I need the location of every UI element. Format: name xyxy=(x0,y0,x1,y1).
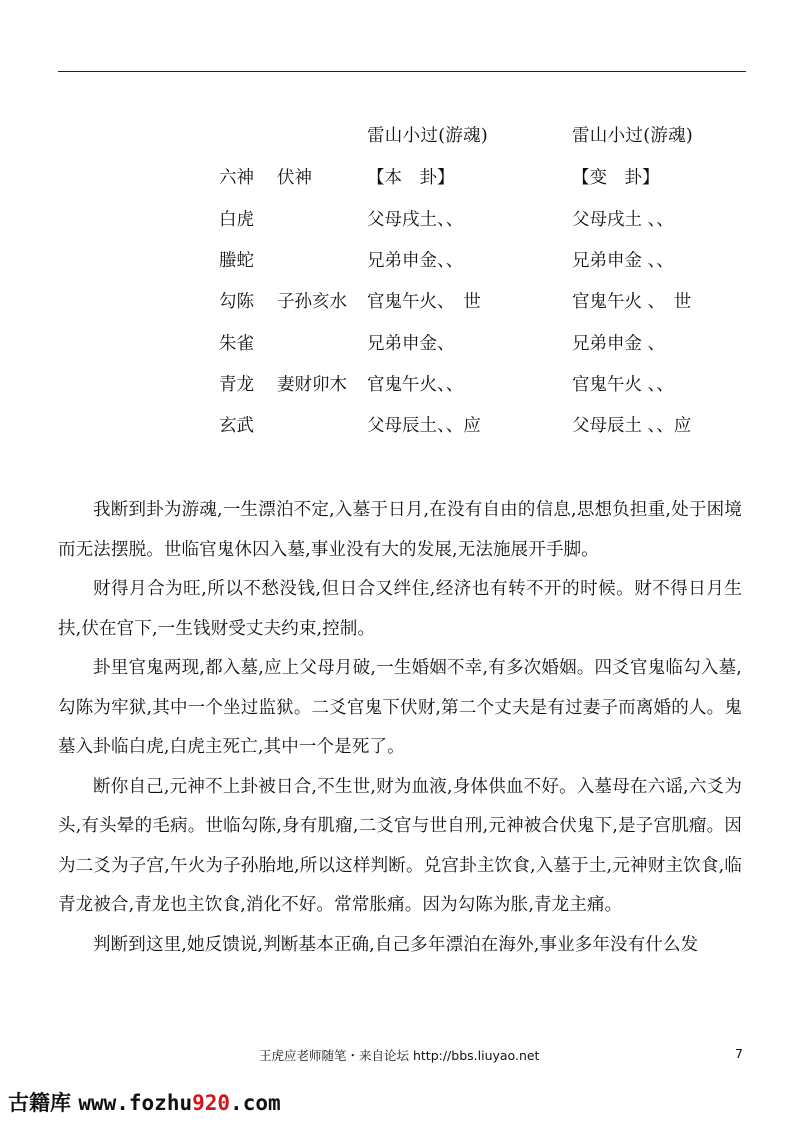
ben-gua-cell: 兄弟申金、 xyxy=(367,334,455,354)
paragraph: 财得月合为旺,所以不愁没钱,但日合又绊住,经济也有转不开的时候。财不得日月生扶,伏在官下,一生钱财受丈夫约束,控制。 xyxy=(58,579,742,639)
bian-gua-cell: 官鬼午火 、 世 xyxy=(572,292,692,312)
bian-gua-cell: 官鬼午火 、、 xyxy=(572,375,674,395)
table-row xyxy=(0,371,793,399)
liushen-cell: 青龙 xyxy=(219,375,254,395)
table-row xyxy=(0,330,793,358)
ben-gua-cell: 父母辰土、、应 xyxy=(367,416,481,436)
ben-gua-cell: 兄弟申金、、 xyxy=(367,251,464,271)
page-footer: 王虎应老师随笔・来自论坛 http://bbs.liuyao.net xyxy=(259,1048,540,1063)
bian-gua-cell: 兄弟申金 、、 xyxy=(572,251,674,271)
site-watermark xyxy=(8,1087,281,1117)
watermark-site-name: 古籍库 xyxy=(8,1091,71,1115)
bian-gua-header: 【变 卦】 xyxy=(572,168,660,188)
watermark-domain-suffix: .com xyxy=(230,1091,281,1115)
paragraph: 判断到这里,她反馈说,判断基本正确,自己多年漂泊在海外,事业多年没有什么发 xyxy=(93,934,699,955)
ben-gua-cell: 父母戌土、、 xyxy=(367,210,464,230)
watermark-domain-prefix: www.fozhu xyxy=(78,1091,193,1115)
paragraph: 断你自己,元神不上卦被日合,不生世,财为血液,身体供血不好。入墓母在六谣,六爻为头,有头晕的毛病。世临勾陈,身有肌瘤,二爻官与世自刑,元神被合伏鬼下,是子宫肌瘤。因为二爻为子宫,午火为子孙胎地,所以这样判断。兑宫卦主饮食,入墓于土,元神财主饮食,临青龙被合,青龙也主饮食,消化不好。常常胀痛。因为勾陈为胀,青龙主痛。 xyxy=(58,776,742,915)
liushen-header: 六神 xyxy=(219,168,254,188)
liushen-cell: 白虎 xyxy=(219,210,254,230)
bian-gua-cell: 父母辰土 、、应 xyxy=(572,416,692,436)
liushen-cell: 螣蛇 xyxy=(219,251,254,271)
paragraph: 我断到卦为游魂,一生漂泊不定,入墓于日月,在没有自由的信息,思想负担重,处于困境而无法摆脱。世临官鬼休囚入墓,事业没有大的发展,无法施展开手脚。 xyxy=(58,500,742,560)
table-row xyxy=(0,288,793,316)
ben-gua-cell: 官鬼午火、、 xyxy=(367,375,464,395)
bian-gua-cell: 父母戌土 、、 xyxy=(572,210,674,230)
bian-gua-title: 雷山小过(游魂) xyxy=(572,126,694,146)
liushen-cell: 朱雀 xyxy=(219,334,254,354)
ben-gua-cell: 官鬼午火、 世 xyxy=(367,292,481,312)
table-row xyxy=(0,247,793,275)
header-rule xyxy=(58,71,746,72)
ben-gua-title: 雷山小过(游魂) xyxy=(367,126,489,146)
bian-gua-cell: 兄弟申金 、 xyxy=(572,334,666,354)
liushen-cell: 勾陈 xyxy=(219,292,254,312)
table-row xyxy=(0,412,793,440)
ben-gua-header: 【本 卦】 xyxy=(367,168,455,188)
liushen-cell: 玄武 xyxy=(219,416,254,436)
body-text xyxy=(58,491,742,965)
table-row xyxy=(0,206,793,234)
watermark-domain-number: 920 xyxy=(192,1091,231,1115)
gua-table-header xyxy=(0,164,793,192)
paragraph: 卦里官鬼两现,都入墓,应上父母月破,一生婚姻不幸,有多次婚姻。四爻官鬼临勾入墓,勾陈为牢狱,其中一个坐过监狱。二爻官鬼下伏财,第二个丈夫是有过妻子而离婚的人。鬼墓入卦临白虎,白虎主死亡,其中一个是死了。 xyxy=(58,658,742,757)
page-number: 7 xyxy=(735,1046,743,1061)
fushen-header: 伏神 xyxy=(277,168,312,188)
fushen-cell: 子孙亥水 xyxy=(277,292,347,312)
fushen-cell: 妻财卯木 xyxy=(277,375,347,395)
